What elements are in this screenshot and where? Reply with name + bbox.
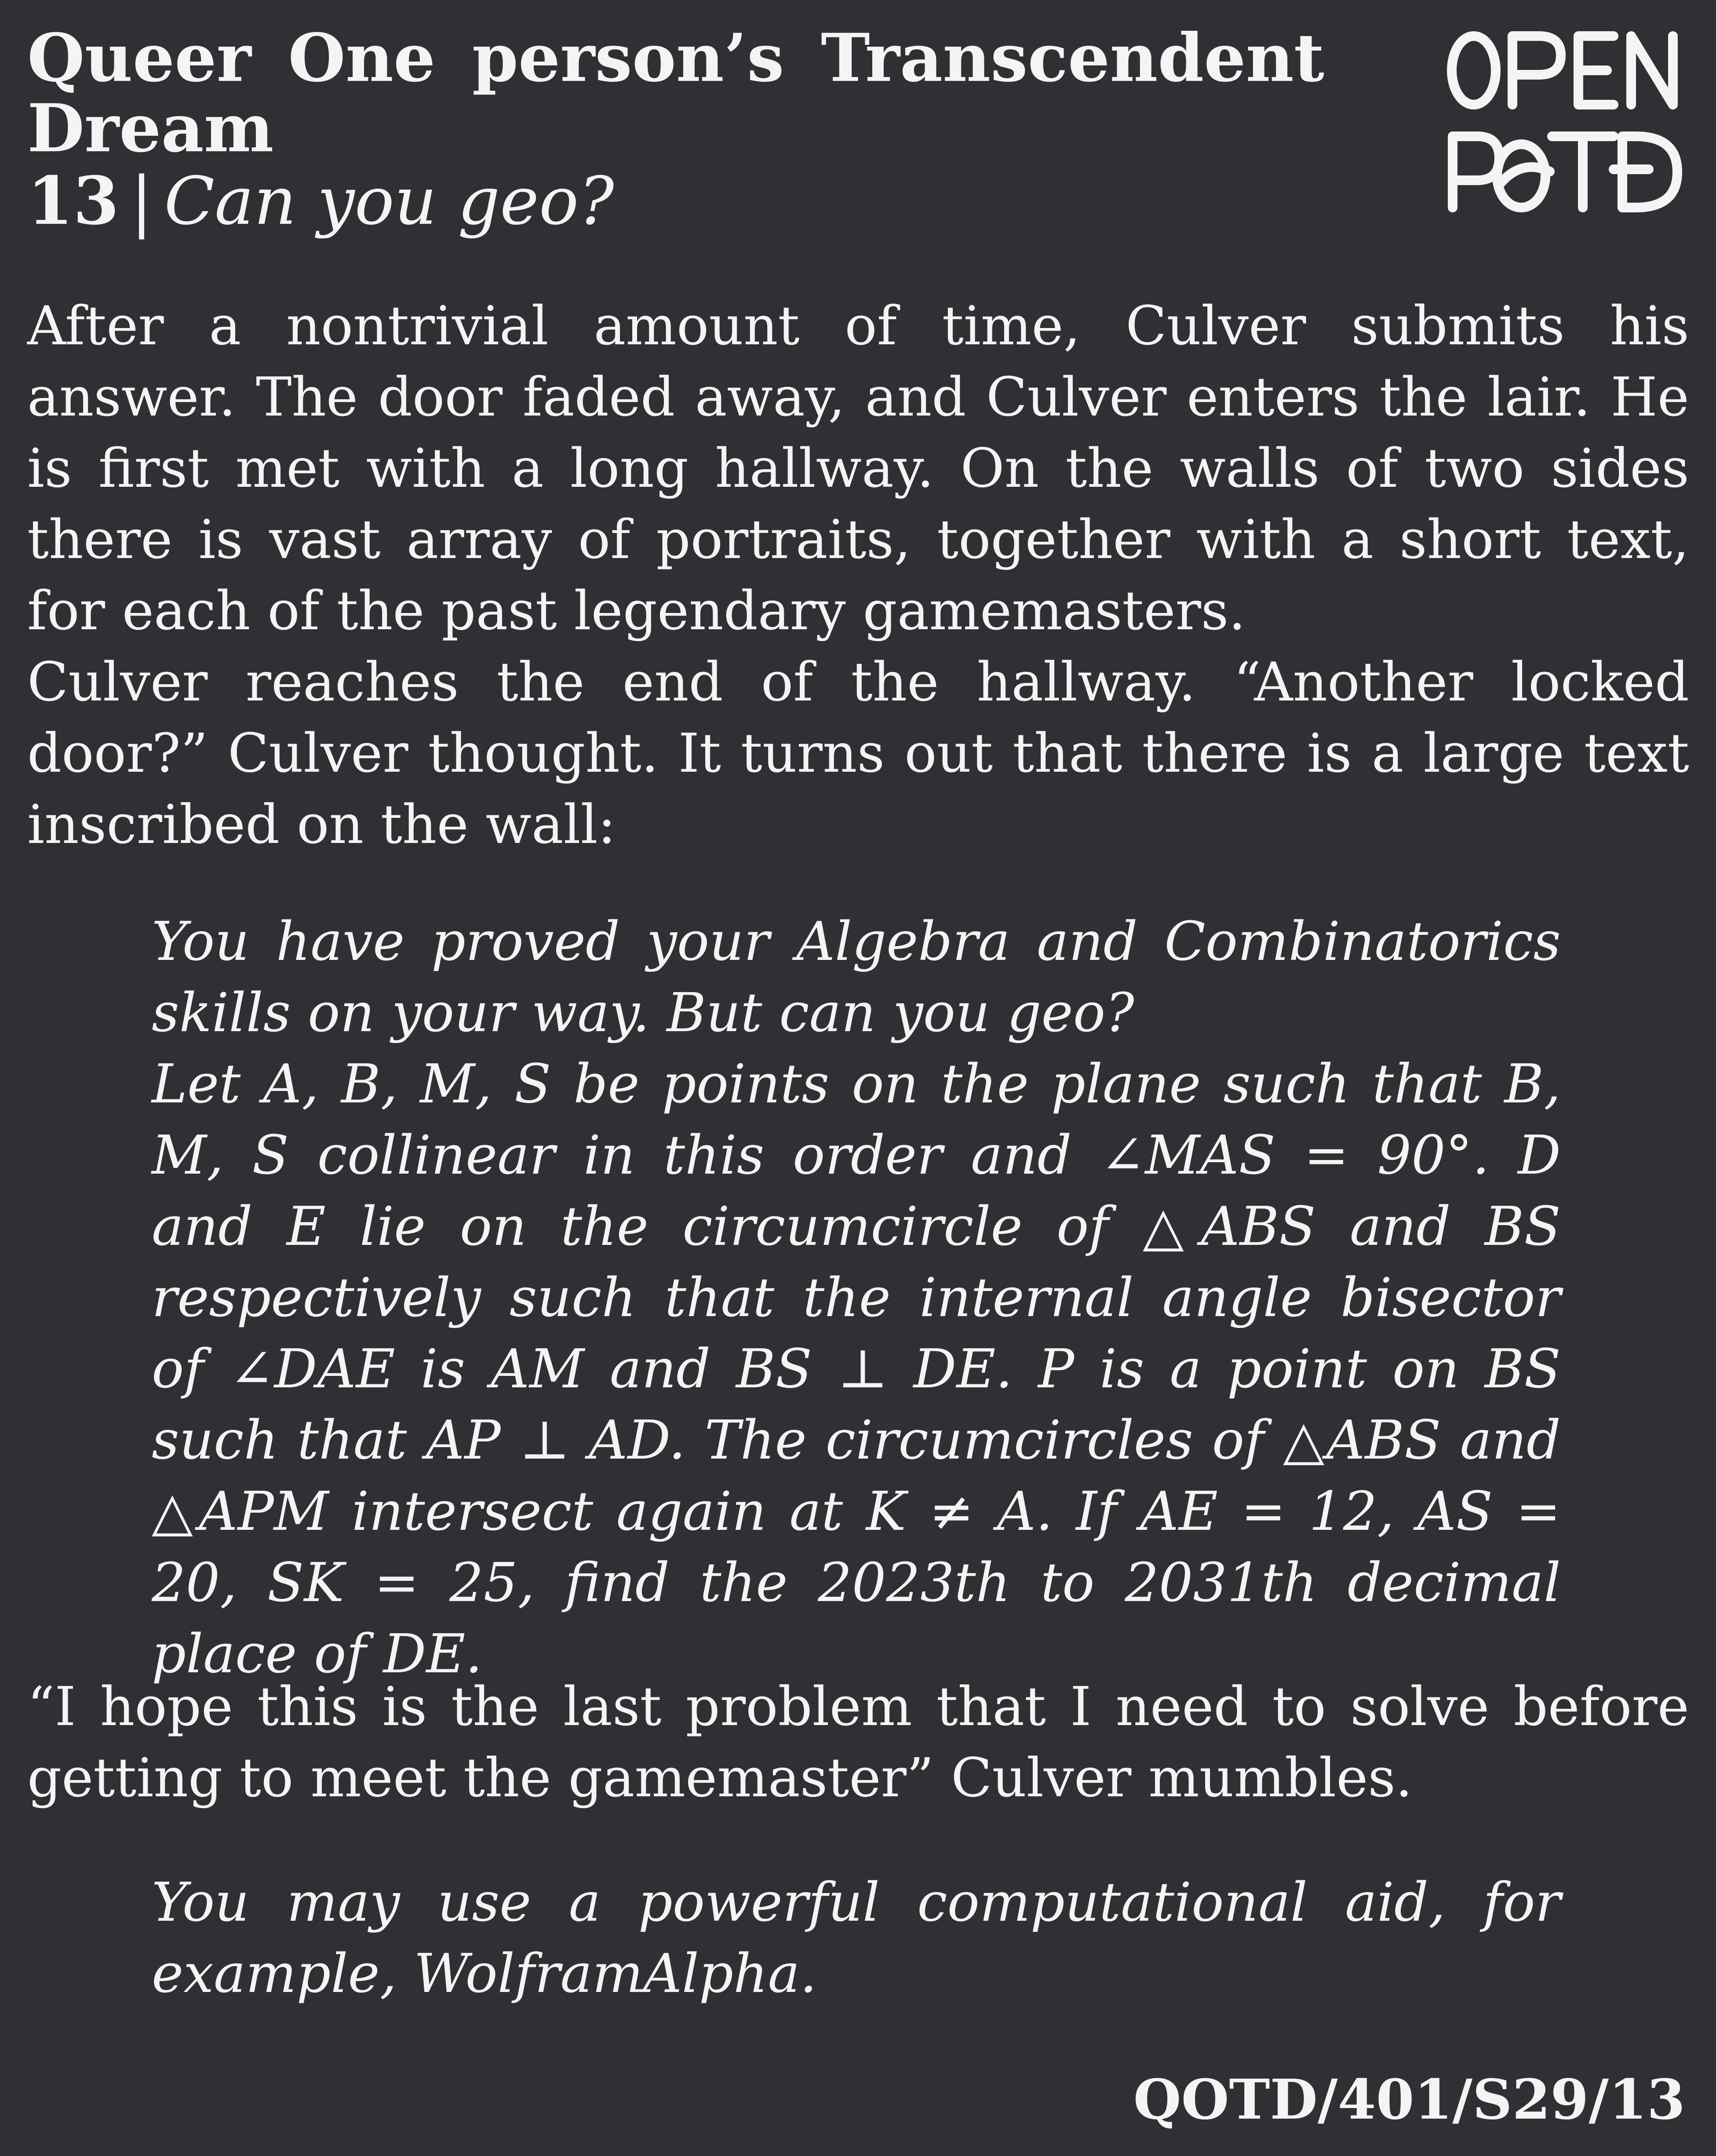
inscription-text: You have proved your Algebra and Combinatorics skills on your way. But can you geo? — [152, 910, 1561, 1044]
story-text: “I hope this is the last problem that I need to solve before getting to meet the gamemaster” Culver mumbles. — [27, 1675, 1689, 1809]
problem-subtitle: Can you geo? — [164, 163, 614, 240]
problem-number: 13 — [27, 162, 119, 240]
problem-statement: Let A, B, M, S be points on the plane such that B, M, S collinear in this order and ∠MAS = 90°. D and E lie on the circumcircle of △ABS and BS respectively such that the internal angle bisector of ∠DAE is AM and BS ⊥ DE. P is a point on BS such that AP ⊥ AD. The circumcircles of △ABS and △APM intersect again at K ≠ A. If AE = 12, AS = 20, SK = 25, find the 2023th to 2031th decimal place of DE. — [152, 1053, 1561, 1685]
story-paragraph-2 — [27, 1671, 1689, 1813]
problem-code: QOTD/401/S29/13 — [1133, 2068, 1685, 2132]
open-qotd-logo-icon — [1446, 26, 1684, 215]
header — [27, 19, 1324, 240]
note-text: You may use a powerful computational aid, for example, WolframAlpha. — [152, 1871, 1561, 2005]
wall-inscription — [152, 906, 1561, 1689]
computational-aid-note — [152, 1867, 1561, 2009]
story-paragraph-1 — [27, 290, 1689, 860]
page-subtitle — [27, 164, 1324, 239]
subtitle-separator: | — [130, 163, 153, 240]
story-text: Culver reaches the end of the hallway. “Another locked door?” Culver thought. It turns out that there is a large text inscribed on the wall: — [27, 651, 1689, 856]
story-text: After a nontrivial amount of time, Culver submits his answer. The door faded away, and Culver enters the lair. He is first met with a long hallway. On the walls of two sides there is vast array of portraits, together with a short text, for each of the past legendary gamemasters. — [27, 295, 1689, 642]
page-title: Queer One person’s Transcendent Dream — [27, 19, 1324, 167]
